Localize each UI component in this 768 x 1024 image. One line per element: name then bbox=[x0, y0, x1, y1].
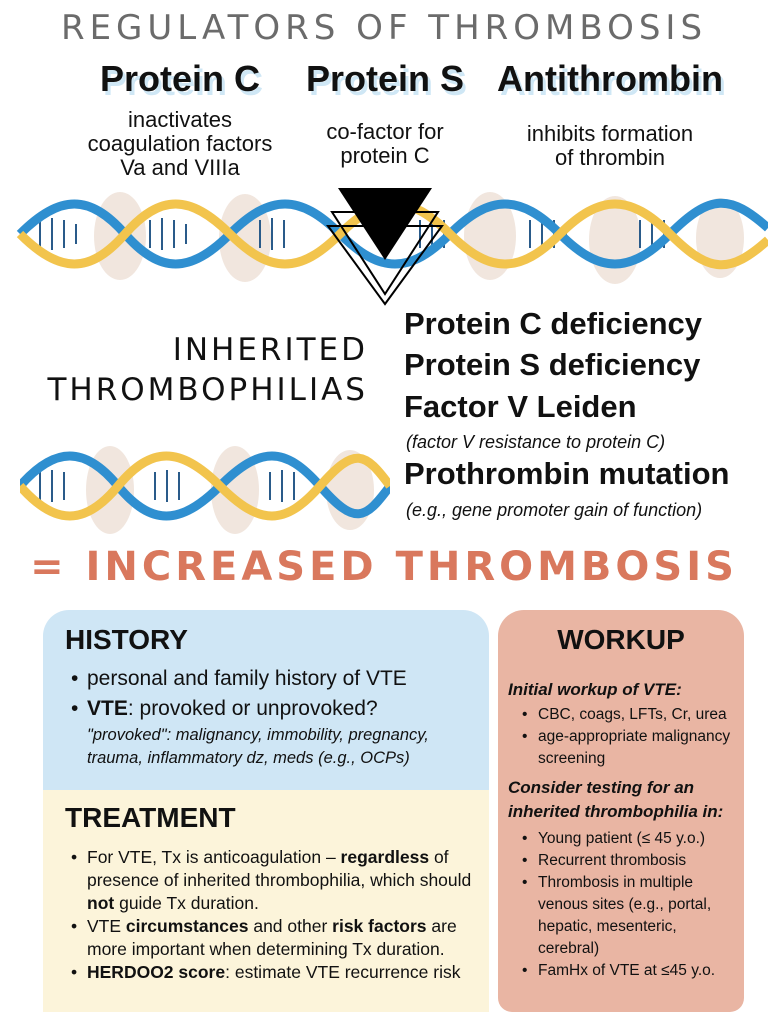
desc-line: inactivates bbox=[128, 107, 232, 132]
desc-line: coagulation factors bbox=[87, 131, 273, 156]
desc-line: Va and VIIIa bbox=[120, 155, 240, 180]
workup-consider-heading: Consider testing for an inherited thrombophilia in: bbox=[508, 778, 724, 821]
regulator-name-antithrombin: Antithrombin bbox=[497, 58, 723, 99]
condition-note-prothrombin: (e.g., gene promoter gain of function) bbox=[406, 500, 703, 520]
regulator-desc-protein-c bbox=[60, 108, 300, 180]
tx-bold: not bbox=[87, 893, 115, 913]
tx-bold: circumstances bbox=[125, 916, 249, 936]
condition-factor-v-leiden: Factor V Leiden bbox=[404, 389, 637, 424]
workup-item: • FamHx of VTE at ≤45 y.o. bbox=[516, 960, 738, 982]
treatment-list bbox=[65, 846, 477, 984]
history-item-bold: VTE bbox=[87, 697, 128, 720]
history-item bbox=[65, 666, 480, 692]
regulator-desc-antithrombin bbox=[480, 122, 740, 170]
history-item-text: personal and family history of VTE bbox=[87, 667, 407, 690]
treatment-item bbox=[65, 915, 477, 961]
dna-helix-bottom bbox=[20, 440, 390, 540]
tx-text: of presence of inherited thrombophilia, which should bbox=[87, 847, 472, 890]
tx-text: For VTE, Tx is anticoagulation – bbox=[87, 847, 341, 867]
regulator-name-protein-s: Protein S bbox=[305, 58, 465, 99]
workup-title: WORKUP bbox=[557, 624, 685, 655]
workup-panel bbox=[498, 610, 744, 1012]
workup-item: • Young patient (≤ 45 y.o.) bbox=[516, 828, 738, 850]
desc-line: of thrombin bbox=[554, 145, 666, 170]
history-title: HISTORY bbox=[65, 624, 188, 655]
history-note: "provoked": malignancy, immobility, pregnancy, trauma, inflammatory dz, meds (e.g., OCPs) bbox=[87, 726, 429, 767]
heading-line: THROMBOPHILIAS bbox=[47, 372, 368, 408]
regulator-desc-protein-s bbox=[285, 120, 485, 168]
history-list bbox=[65, 666, 480, 722]
workup-item: • Recurrent thrombosis bbox=[516, 850, 738, 872]
condition-prothrombin-mutation: Prothrombin mutation bbox=[404, 456, 730, 491]
history-item-text: : provoked or unprovoked? bbox=[127, 697, 378, 720]
desc-line: co-factor for bbox=[326, 119, 444, 144]
workup-item: • Thrombosis in multiple venous sites (e.g., portal, hepatic, mesenteric, cerebral) bbox=[516, 872, 738, 960]
tx-text: VTE bbox=[87, 916, 126, 936]
condition-note-factor-v: (factor V resistance to protein C) bbox=[406, 432, 666, 452]
history-item bbox=[65, 696, 480, 722]
treatment-title: TREATMENT bbox=[65, 802, 236, 833]
workup-item: • age-appropriate malignancy screening bbox=[516, 726, 738, 770]
heading-line: INHERITED bbox=[172, 332, 368, 368]
desc-line: protein C bbox=[340, 143, 430, 168]
treatment-item bbox=[65, 961, 477, 984]
page-title: REGULATORS OF THROMBOSIS bbox=[60, 8, 708, 48]
workup-consider-list bbox=[516, 828, 738, 982]
triangle-arrow-icon bbox=[320, 186, 450, 306]
workup-initial-list bbox=[516, 704, 738, 770]
condition-protein-s-deficiency: Protein S deficiency bbox=[404, 347, 701, 382]
tx-text: guide Tx duration. bbox=[114, 893, 259, 913]
tx-bold: regardless bbox=[340, 847, 430, 867]
history-panel bbox=[43, 610, 489, 790]
desc-line: inhibits formation bbox=[526, 121, 694, 146]
regulator-name-protein-c: Protein C bbox=[99, 58, 260, 99]
tx-bold: risk factors bbox=[332, 916, 427, 936]
result-statement: = INCREASED THROMBOSIS bbox=[30, 544, 738, 590]
tx-text: and other bbox=[248, 916, 333, 936]
inherited-thrombophilias-heading bbox=[20, 330, 368, 410]
workup-initial-heading: Initial workup of VTE: bbox=[508, 680, 682, 699]
tx-bold: HERDOO2 score bbox=[87, 962, 226, 982]
tx-text: : estimate VTE recurrence risk bbox=[225, 962, 461, 982]
treatment-item bbox=[65, 846, 477, 915]
workup-item: • CBC, coags, LFTs, Cr, urea bbox=[516, 704, 738, 726]
treatment-panel bbox=[43, 790, 489, 1012]
condition-protein-c-deficiency: Protein C deficiency bbox=[404, 306, 703, 341]
tx-text: are more important when determining Tx duration. bbox=[87, 916, 457, 959]
